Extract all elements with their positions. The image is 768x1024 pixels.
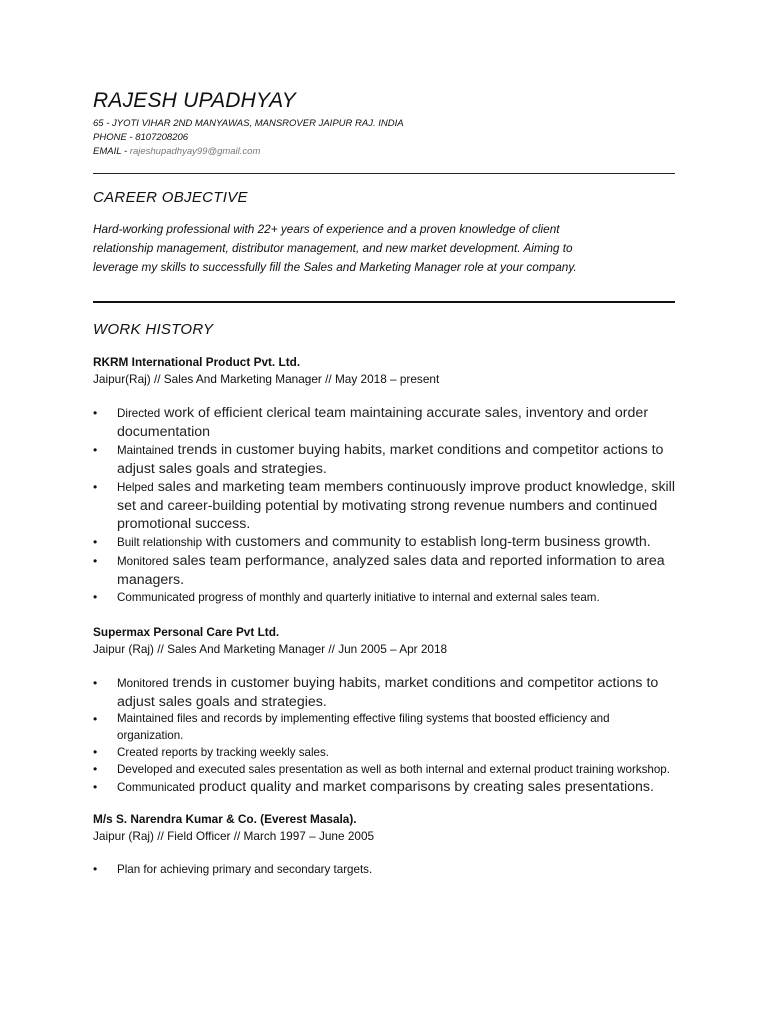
- phone: PHONE - 8107208206: [93, 132, 189, 143]
- job-entry: [93, 354, 675, 606]
- email-label: EMAIL -: [93, 146, 130, 157]
- career-objective-text: [93, 220, 675, 277]
- company-name: M/s S. Narendra Kumar & Co. (Everest Masala).: [93, 812, 357, 826]
- job-duties: [93, 404, 675, 606]
- job-duties: [93, 861, 675, 878]
- list-item: • Helped sales and marketing team members continuously improve product knowledge, skill set and career-building potential by motivating strong revenue numbers and continued promotional success.: [93, 478, 675, 533]
- work-history-heading: WORK HISTORY: [93, 321, 214, 338]
- list-item: • Monitored trends in customer buying habits, market conditions and competitor actions to adjust sales goals and strategies.: [93, 674, 675, 711]
- address: 65 - JYOTI VIHAR 2ND MANYAWAS, MANSROVER JAIPUR RAJ. INDIA: [93, 118, 404, 129]
- company-name: RKRM International Product Pvt. Ltd.: [93, 355, 301, 369]
- list-item: • Monitored sales team performance, analyzed sales data and reported information to area managers.: [93, 552, 675, 589]
- objective-line: Hard-working professional with 22+ years of experience and a proven knowledge of client: [93, 222, 560, 236]
- job-entry: [93, 811, 675, 878]
- list-item: • Developed and executed sales presentation as well as both internal and external product training workshop.: [93, 761, 675, 778]
- job-role-line: Jaipur (Raj) // Sales And Marketing Manager // Jun 2005 – Apr 2018: [93, 642, 448, 656]
- divider: [93, 301, 675, 303]
- email-link[interactable]: rajeshupadhyay99@gmail.com: [129, 146, 261, 157]
- list-item: • Directed work of efficient clerical team maintaining accurate sales, inventory and order documentation: [93, 404, 675, 441]
- list-item: • Maintained files and records by implementing effective filing systems that boosted efficiency and organization.: [93, 711, 675, 744]
- objective-line: relationship management, distributor management, and new market development. Aiming to: [93, 241, 573, 255]
- job-role-line: Jaipur (Raj) // Field Officer // March 1997 – June 2005: [93, 829, 375, 843]
- list-item: • Plan for achieving primary and secondary targets.: [93, 861, 675, 878]
- resume-header: [93, 88, 675, 159]
- divider: [93, 173, 675, 174]
- career-objective-heading: CAREER OBJECTIVE: [93, 189, 248, 206]
- list-item: • Communicated product quality and market comparisons by creating sales presentations.: [93, 778, 675, 797]
- resume-page: [93, 88, 675, 878]
- company-name: Supermax Personal Care Pvt Ltd.: [93, 625, 280, 639]
- job-role-line: Jaipur(Raj) // Sales And Marketing Manager // May 2018 – present: [93, 372, 440, 386]
- list-item: • Communicated progress of monthly and quarterly initiative to internal and external sales team.: [93, 589, 675, 606]
- job-duties: [93, 674, 675, 797]
- job-entry: [93, 624, 675, 797]
- candidate-name: RAJESH UPADHYAY: [93, 89, 296, 112]
- list-item: • Created reports by tracking weekly sales.: [93, 744, 675, 761]
- list-item: • Maintained trends in customer buying habits, market conditions and competitor actions to adjust sales goals and strategies.: [93, 441, 675, 478]
- objective-line: leverage my skills to successfully fill the Sales and Marketing Manager role at your company.: [93, 260, 577, 274]
- email: [93, 145, 675, 159]
- list-item: • Built relationship with customers and community to establish long-term business growth.: [93, 533, 675, 552]
